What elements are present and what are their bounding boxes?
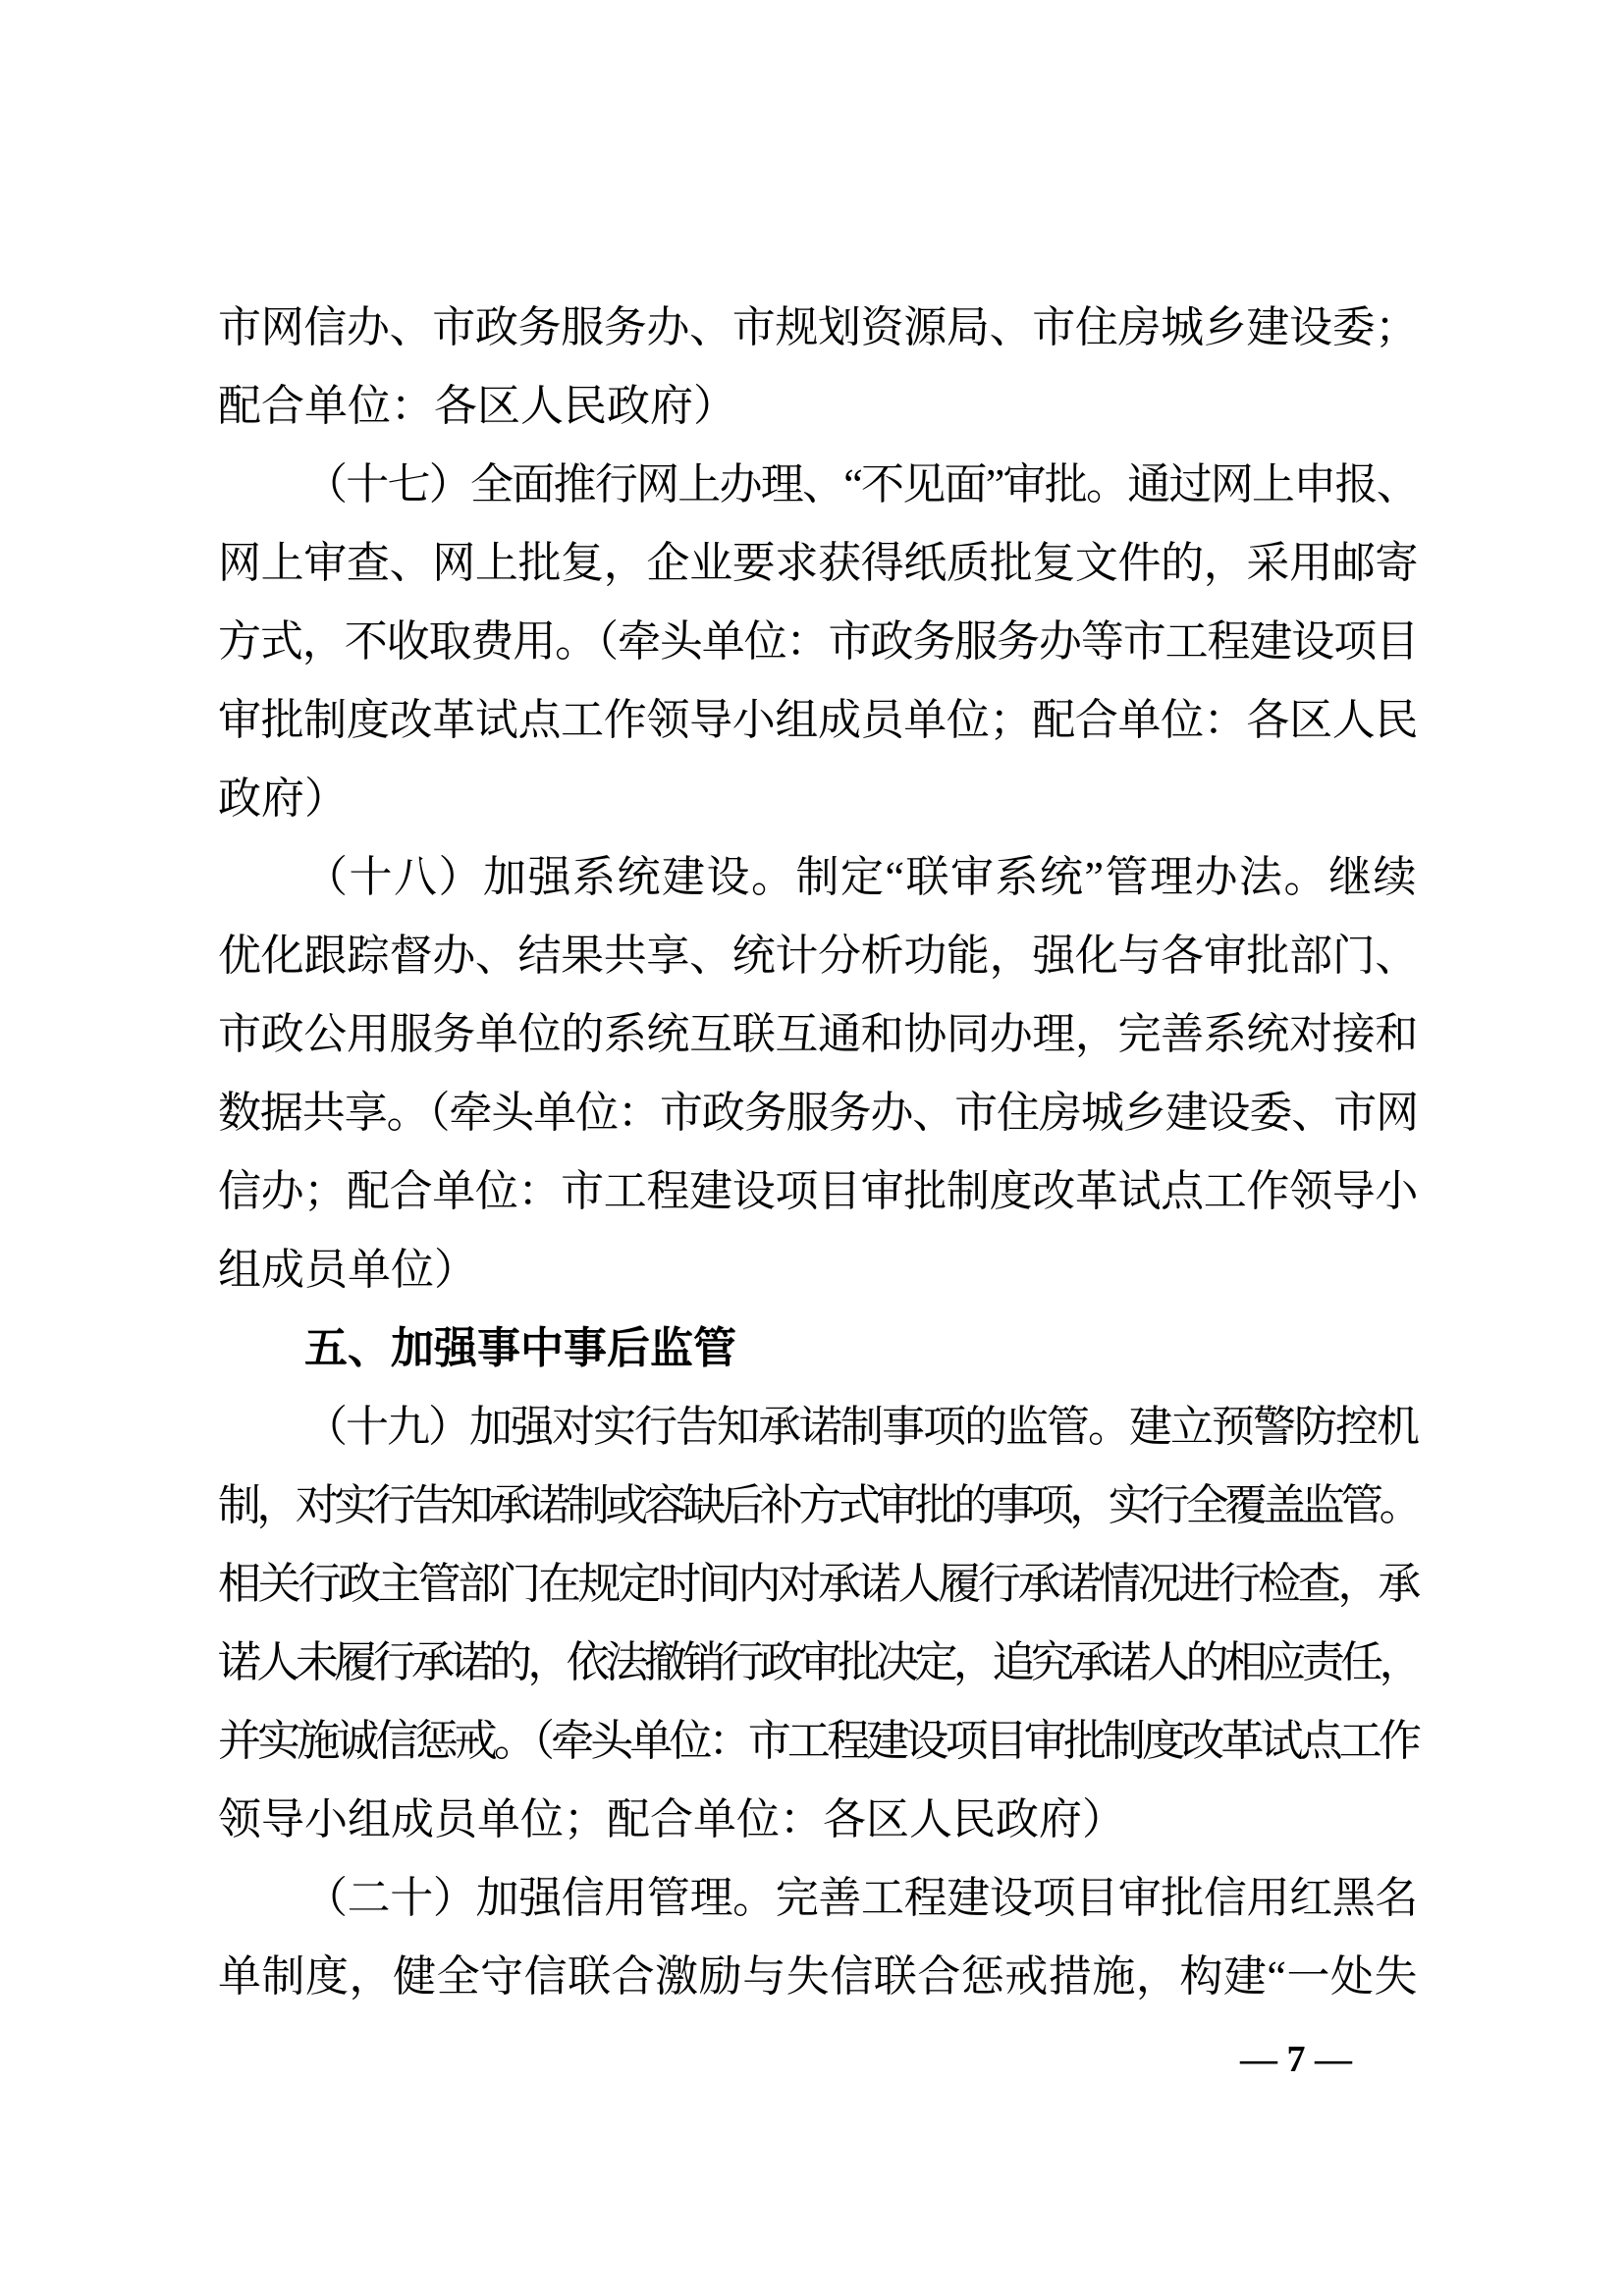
line-text: 网上审查、网上批复，企业要求获得纸质批复文件的，采用邮寄 xyxy=(218,539,1418,587)
text-line xyxy=(218,1231,1418,1309)
line-text: 配合单位：各区人民政府） xyxy=(218,382,736,430)
line-text: 优化跟踪督办、结果共享、统计分析功能，强化与各审批部门、 xyxy=(218,932,1418,980)
text-line xyxy=(218,446,1418,524)
text-line xyxy=(218,1152,1418,1231)
line-text: 并实施诚信惩戒。（牵头单位：市工程建设项目审批制度改革试点工作 xyxy=(218,1717,1418,1765)
line-text: 市政公用服务单位的系统互联互通和协同办理，完善系统对接和 xyxy=(218,1010,1418,1058)
line-text: 五、加强事中事后监管 xyxy=(304,1324,736,1372)
text-line xyxy=(218,524,1418,603)
text-line xyxy=(218,367,1418,446)
text-line xyxy=(218,1859,1418,1938)
line-text: 诺人未履行承诺的，依法撤销行政审批决定，追究承诺人的相应责任， xyxy=(218,1638,1418,1686)
line-text: （十九）加强对实行告知承诺制事项的监管。建立预警防控机 xyxy=(304,1403,1418,1451)
text-line xyxy=(218,917,1418,995)
page-number: — 7 — xyxy=(1240,2039,1352,2080)
text-line xyxy=(218,1702,1418,1781)
line-text: 单制度，健全守信联合激励与失信联合惩戒措施，构建“一处失 xyxy=(218,1952,1418,2001)
text-line xyxy=(218,1074,1418,1152)
text-line xyxy=(218,1467,1418,1545)
text-line xyxy=(218,995,1418,1074)
text-line xyxy=(218,1545,1418,1624)
line-text: 市网信办、市政务服务办、市规划资源局、市住房城乡建设委； xyxy=(218,303,1418,351)
line-text: 组成员单位） xyxy=(218,1246,477,1294)
line-text: 信办；配合单位：市工程建设项目审批制度改革试点工作领导小 xyxy=(218,1167,1418,1215)
line-text: 数据共享。（牵头单位：市政务服务办、市住房城乡建设委、市网 xyxy=(218,1089,1418,1137)
text-line xyxy=(218,838,1418,917)
text-line xyxy=(218,760,1418,838)
line-text: 领导小组成员单位；配合单位：各区人民政府） xyxy=(218,1795,1125,1843)
text-line xyxy=(218,1938,1418,2016)
text-line xyxy=(218,1388,1418,1467)
line-text: 方式，不收取费用。（牵头单位：市政务服务办等市工程建设项目 xyxy=(218,617,1418,666)
line-text: 相关行政主管部门在规定时间内对承诺人履行承诺情况进行检查，承 xyxy=(218,1560,1418,1608)
line-text: （十八）加强系统建设。制定“联审系统”管理办法。继续 xyxy=(304,853,1418,901)
text-line xyxy=(218,603,1418,681)
line-text: 审批制度改革试点工作领导小组成员单位；配合单位：各区人民 xyxy=(218,696,1418,744)
text-line xyxy=(218,1781,1418,1859)
line-text: 制，对实行告知承诺制或容缺后补方式审批的事项，实行全覆盖监管。 xyxy=(218,1481,1418,1529)
text-line xyxy=(218,681,1418,760)
text-line xyxy=(218,1624,1418,1702)
line-text: （二十）加强信用管理。完善工程建设项目审批信用红黑名 xyxy=(304,1874,1418,1922)
text-line xyxy=(218,289,1418,367)
line-text: 政府） xyxy=(218,774,348,823)
document-body xyxy=(218,289,1418,2016)
line-text: （十七）全面推行网上办理、“不见面”审批。通过网上申报、 xyxy=(304,460,1418,508)
section-heading xyxy=(218,1309,1418,1388)
